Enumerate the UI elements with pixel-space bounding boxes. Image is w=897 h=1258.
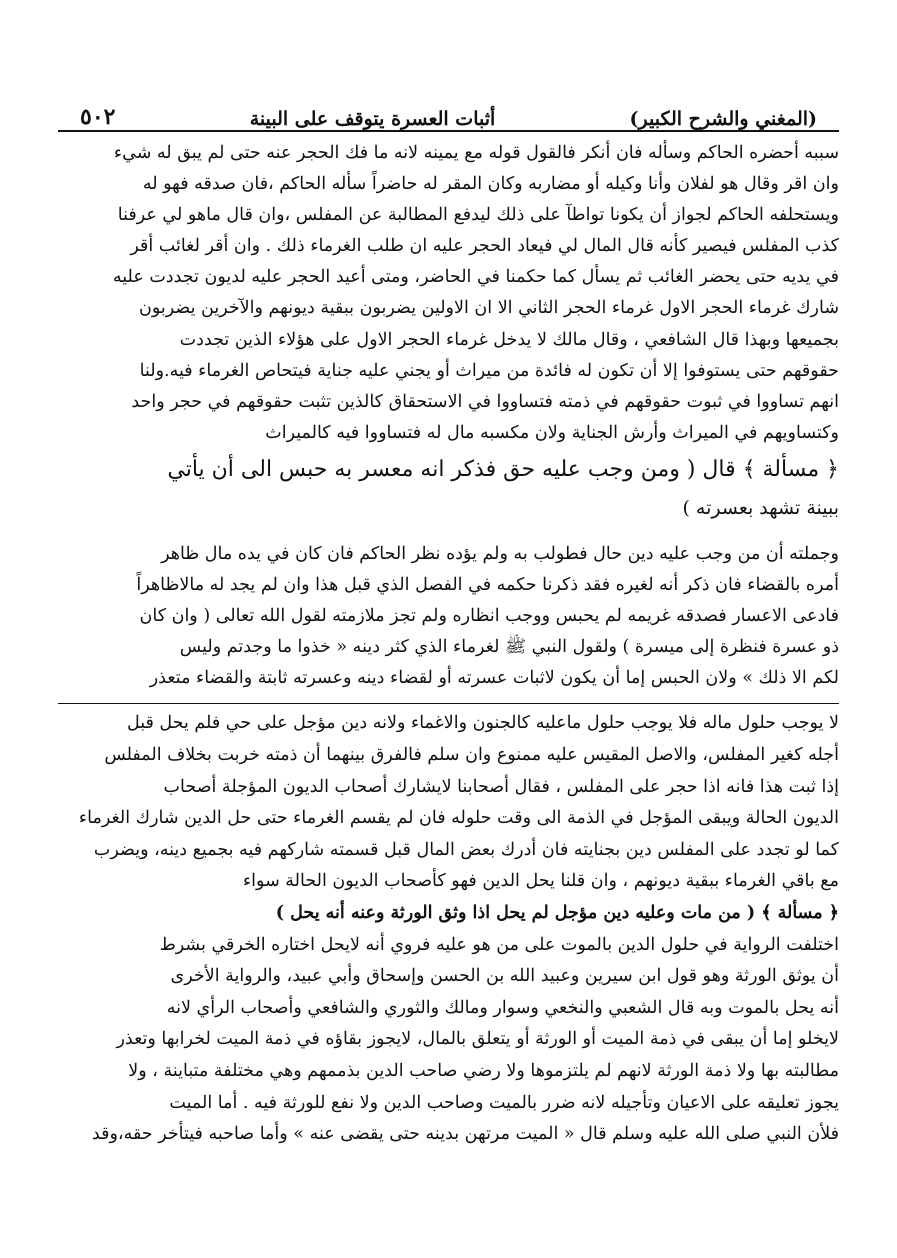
text-line: بجميعها وبهذا قال الشافعي ، وقال مالك لا يدخل غرماء الحجر الاول على هؤلاء الذين تجددت <box>179 329 839 350</box>
text-line: ويستحلفه الحاكم لجواز أن يكونا تواطآ على ذلك ليدفع المطالبة عن المفلس ،وان قال ماهو لي عرفنا <box>117 205 839 226</box>
text-line: مطالبته بها ولا ذمة الورثة لانهم لم يلتزموها ولا رضي صاحب الدين بذممهم وهي مختلفة متباينة ، ولا <box>128 1061 839 1081</box>
text-line: لا يوجب حلول ماله فلا يوجب حلول ماعليه كالجنون والاغماء ولانه دين مؤجل على حي فلم يحل قبل <box>126 713 839 734</box>
text-line: أنه يحل بالموت وبه قال الشعبي والنخعي وسوار ومالك والثوري والشافعي وأصحاب الرأي لانه <box>166 997 839 1018</box>
text-line: وجملته أن من وجب عليه دين حال فطولب به ولم يؤده نظر الحاكم فان كان في يده مال ظاهر <box>161 543 839 564</box>
text-line: اختلفت الرواية في حلول الدين بالموت على من هو عليه فروي أنه لايحل اختاره الخرقي بشرط <box>159 934 839 955</box>
masala-line-1: ﴿ مسألة ﴾ قال ( ومن وجب عليه حق فذكر انه معسر به حبس الى أن يأتي <box>167 456 839 482</box>
book-title: (المغني والشرح الكبير) <box>629 108 817 130</box>
text-line: في يديه حتى يحضر الغائب ثم يسأل كما حكمنا في الحاضر، ومتى أعيد الحجر عليه لديون تجددت عليه <box>112 267 839 288</box>
page-number: ٥٠٢ <box>80 104 116 130</box>
text-section-a <box>58 132 839 449</box>
text-line: أجله كغير المفلس، والاصل المقيس عليه ممنوع وان سلم فالفرق بينهما أن ذمته خربت بخلاف المفلس <box>104 745 839 766</box>
page-header <box>58 96 839 132</box>
section-divider <box>58 703 839 704</box>
text-line: فلأن النبي صلى الله عليه وسلم قال « الميت مرتهن بدينه حتى يقضى عنه » وأما صاحبه فيتأخر حقه،وقد <box>91 1124 839 1145</box>
text-line: لايخلو إما أن يبقى في ذمة الميت أو الورثة أو يتعلق بالمال، لايجوز بقاؤه في ذمة الميت لخرابها وتعذر <box>116 1029 839 1050</box>
text-line: ذو عسرة فنظرة إلى ميسرة ) ولقول النبي ﷺ لغرماء الذي كثر دينه « خذوا ما وجدتم وليس <box>179 636 839 657</box>
text-line: لكم الا ذلك » ولان الحبس إما أن يكون لاثبات عسرته أو لقضاء دينه وعسرته ثابتة والقضاء متعذر <box>149 667 839 688</box>
text-line: أن يوثق الورثة وهو قول ابن سيرين وعبيد الله بن الحسن وإسحاق وأبي عبيد، والرواية الأخرى <box>170 966 839 987</box>
text-section-c <box>58 708 839 1150</box>
masala-heading <box>58 451 839 527</box>
text-line: وان اقر وقال هو لفلان وأنا وكيله أو مضاربه وكان المقر له حاضراً سأله الحاكم ،فان صدقه فهو له <box>142 174 839 195</box>
masala-line-2: ببينة تشهد بعسرته ) <box>682 496 839 519</box>
text-line: أمره بالقضاء فان ذكر أنه لغيره فقد ذكرنا حكمه في الفصل الذي قبل هذا وان لم يجد له مالاظاهراً <box>136 574 839 595</box>
text-line: الديون الحالة ويبقى المؤجل في الذمة الى وقت حلوله فان لم يقسم الغرماء حتى حل الدين شارك الغرماء <box>78 808 839 829</box>
masala-heading-2: ﴿ مسألة ﴾ ( من مات وعليه دين مؤجل لم يحل اذا وثق الورثة وعنه أنه يحل ) <box>275 903 839 924</box>
text-line: كما لو تجدد على المفلس دين بجنايته فان أدرك بعض المال قبل قسمته شاركهم فيه بجميع دينه، ويضرب <box>93 839 839 860</box>
text-line: سببه أحضره الحاكم وسأله فان أنكر فالقول قوله مع يمينه لانه ما فك الحجر عنه حتى لم يبق له شيء <box>113 143 839 163</box>
text-line: انهم تساووا في ثبوت حقوقهم في ذمته فتساووا في الاستحقاق كالذين تثبت حقوقهم في حجر واحد <box>131 391 839 412</box>
text-line: حقوقهم حتى يستوفوا إلا أن تكون له فائدة من ميراث أو يجني عليه جناية فيتحاص الغرماء فيه.ولنا <box>139 360 839 381</box>
text-line: فادعى الاعسار فصدقه غريمه لم يحبس ووجب انظاره ولم تجز ملازمته لقول الله تعالى ( وان كان <box>139 605 839 626</box>
text-line: مع باقي الغرماء ببقية ديونهم ، وان قلنا يحل الدين فهو كأصحاب الديون الحالة سواء <box>242 871 839 892</box>
running-title: أثبات العسرة يتوقف على البينة <box>249 108 496 130</box>
text-line: وكتساويهم في الميراث وأرش الجناية ولان مكسبه مال له فتساووا فيه كالميراث <box>265 422 839 443</box>
text-line: يجوز تعليقه على الاعيان وتأجيله لانه ضرر بالميت وصاحب الدين ولا نفع للورثة فيه . أما الميت <box>169 1092 839 1113</box>
text-section-b <box>58 539 839 694</box>
text-line: شارك غرماء الحجر الاول غرماء الحجر الثاني الا ان الاولين يضربون ببقية ديونهم والآخرين يضربون <box>138 298 839 319</box>
text-line: إذا ثبت هذا فانه اذا حجر على المفلس ، فقال أصحابنا لايشارك أصحاب الديون المؤجلة أصحاب <box>163 776 839 797</box>
text-line: كذب المفلس فيصير كأنه قال المال لي فيعاد الحجر عليه ان طلب الغرماء ذلك . وان أقر لغائب أقر <box>130 236 839 257</box>
